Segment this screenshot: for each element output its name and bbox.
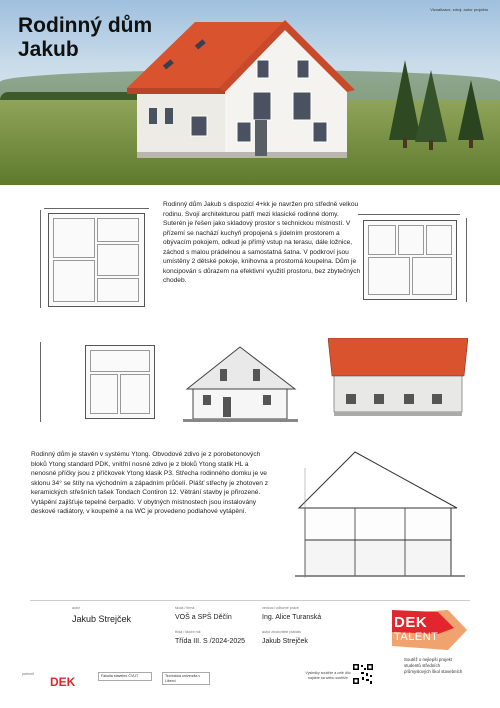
footer-divider — [30, 600, 470, 601]
teacher-label: vedoucí odborné práce — [262, 606, 299, 610]
dimension-line — [358, 214, 460, 215]
page-title — [18, 14, 152, 62]
talent-logo-text: TALENT — [394, 631, 439, 643]
house-render — [125, 14, 365, 164]
competition-motto: Soutěž o nejlepší projekt studentů středních průmyslových škol stavebních — [404, 657, 463, 674]
floor-plan-basement — [85, 345, 155, 419]
building-section — [295, 448, 465, 583]
author-label: autor — [72, 606, 81, 610]
hero-visualization — [0, 0, 500, 185]
dimension-line — [466, 218, 467, 302]
school-label: škola / firma — [175, 606, 195, 610]
partner-2-name: Fakulta stavební ČVUT — [101, 674, 139, 678]
results-note: Výsledky soutěže a celé dílo najdete na webu soutěže — [305, 671, 351, 680]
dek-logo-text: DEK — [394, 614, 428, 631]
author-name: Jakub Strejček — [72, 614, 132, 624]
graphics-label: autor zhotovitele plakátu — [262, 630, 301, 634]
project-description: Rodinný dům Jakub s dispozicí 4+kk je navržen pro středně velkou rodinu. Svojí architekturou patří mezi klasické rodinné domy. Suterén je řešen jako skladový prostor s technickou místností. V přízemí se nachází kuchyň propojená s jídelním prostorem a obývacím pokojem, odkud je přímý vstup na terasu, dále ložnice, záchod s malou prádelnou a samostatná šatna. V podkroví jsou umístěny 2 dětské pokoje, knihovna a prostorná koupelna. Dům je koncipován s důrazem na efektivní využití prostoru, bez zbytečných chodeb. — [163, 201, 361, 284]
dimension-line — [44, 208, 149, 209]
class-year: Třída III. S /2024-2025 — [175, 638, 246, 645]
partner-logo-dek: DEK — [50, 675, 76, 689]
teacher-name: Ing. Alice Turanská — [262, 614, 322, 621]
elevation-gable — [183, 345, 298, 425]
title-line-1: Rodinný dům — [18, 14, 153, 37]
floor-plan-ground — [48, 213, 145, 307]
title-line-2: Jakub — [18, 38, 79, 61]
pine-tree — [456, 80, 486, 150]
construction-description: Rodinný dům je stavěn v systému Ytong. Obvodové zdivo je z porobetonových bloků Ytong standard PDK, vnitřní nosné zdivo je z bloků Ytong statik HL a nenosné příčky jsou z příčkovek Ytong klasik P3. Střecha rodinného domku je ve sklonu 34° se štíty na východním a západním průčelí. Plášť střechy je zhotoven z keramických střešních tašek Tondach Contiron 12. Větrání stavby je přirozené. Vytápění zajišťuje tepelné čerpadlo. V obytných místnostech jsou instalovány deskové radiátory, v koupelně a na WC je provedeno podlahové vytápění. — [31, 451, 269, 515]
floor-plan-attic — [363, 220, 457, 300]
partner-logo-cvut — [98, 672, 152, 681]
pine-tree — [413, 70, 449, 152]
graphics-author: Jakub Strejček — [262, 638, 308, 645]
elevation-side — [328, 338, 468, 423]
school-name: VOŠ a SPŠ Děčín — [175, 614, 232, 621]
dimension-line — [40, 342, 41, 422]
partner-3-name: Technická univerzita v Liberci — [165, 674, 201, 683]
dimension-line — [40, 210, 41, 308]
class-label: třída / školní rok — [175, 630, 201, 634]
qr-code[interactable] — [352, 663, 374, 685]
partner-logo-tul — [162, 672, 210, 685]
partners-label: partneři — [22, 672, 35, 676]
image-credit: Vizualizace, zdroj: autor projektu — [430, 7, 488, 12]
